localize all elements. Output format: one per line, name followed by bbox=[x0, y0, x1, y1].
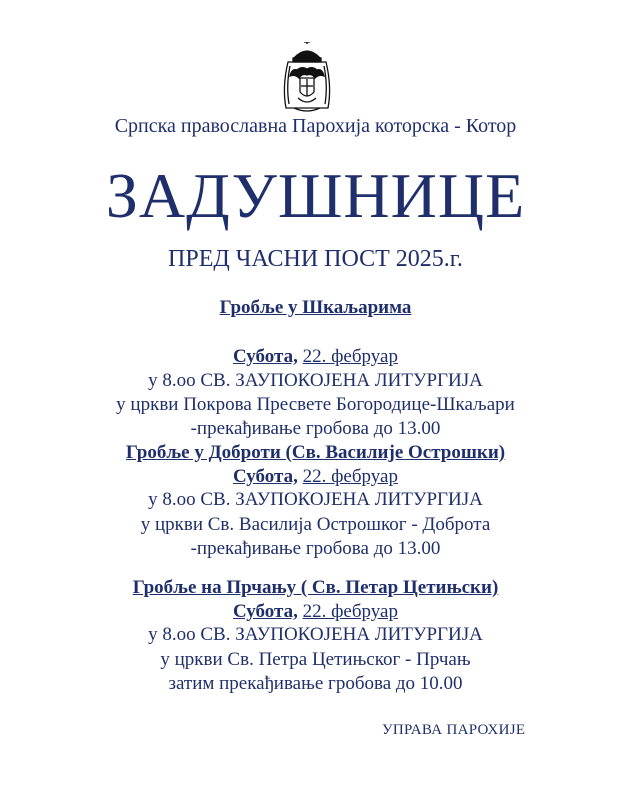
weekday: Субота, bbox=[233, 601, 298, 622]
weekday: Субота, bbox=[233, 346, 298, 367]
signature: УПРАВА ПАРОХИЈЕ bbox=[382, 722, 526, 738]
church-crest-icon bbox=[280, 42, 334, 114]
parish-name: Српска православна Парохија которска - Котор bbox=[114, 115, 517, 137]
church-line: у цркви Покрова Пресвете Богородице-Шкаљари bbox=[116, 394, 515, 415]
graves-line: -прекађивање гробова до 13.00 bbox=[190, 418, 441, 439]
service-day bbox=[0, 466, 631, 487]
page-title: ЗАДУШНИЦЕ bbox=[105, 160, 526, 231]
cemetery-heading: Гробље у Доброти (Св. Василије Острошки) bbox=[125, 442, 506, 463]
weekday: Субота, bbox=[233, 466, 298, 487]
cemetery-heading: Гробље у Шкаљарима bbox=[219, 297, 412, 318]
liturgy-line: у 8.оо СВ. ЗАУПОКОЈЕНА ЛИТУРГИЈА bbox=[148, 370, 483, 391]
church-line: у цркви Св. Петра Цетињског - Прчањ bbox=[160, 649, 471, 670]
graves-line: затим прекађивање гробова до 10.00 bbox=[168, 673, 463, 694]
liturgy-line: у 8.оо СВ. ЗАУПОКОЈЕНА ЛИТУРГИЈА bbox=[148, 489, 483, 510]
service-date: 22. фебруар bbox=[302, 466, 398, 487]
cemetery-heading: Гробље на Прчању ( Св. Петар Цетињски) bbox=[132, 577, 499, 598]
page-subtitle: ПРЕД ЧАСНИ ПОСТ 2025.г. bbox=[168, 246, 463, 272]
graves-line: -прекађивање гробова до 13.00 bbox=[190, 538, 441, 559]
service-date: 22. фебруар bbox=[302, 601, 398, 622]
service-day bbox=[0, 346, 631, 367]
liturgy-line: у 8.оо СВ. ЗАУПОКОЈЕНА ЛИТУРГИЈА bbox=[148, 624, 483, 645]
service-day bbox=[0, 601, 631, 622]
service-date: 22. фебруар bbox=[302, 346, 398, 367]
church-line: у цркви Св. Василија Острошког - Доброта bbox=[140, 514, 491, 535]
